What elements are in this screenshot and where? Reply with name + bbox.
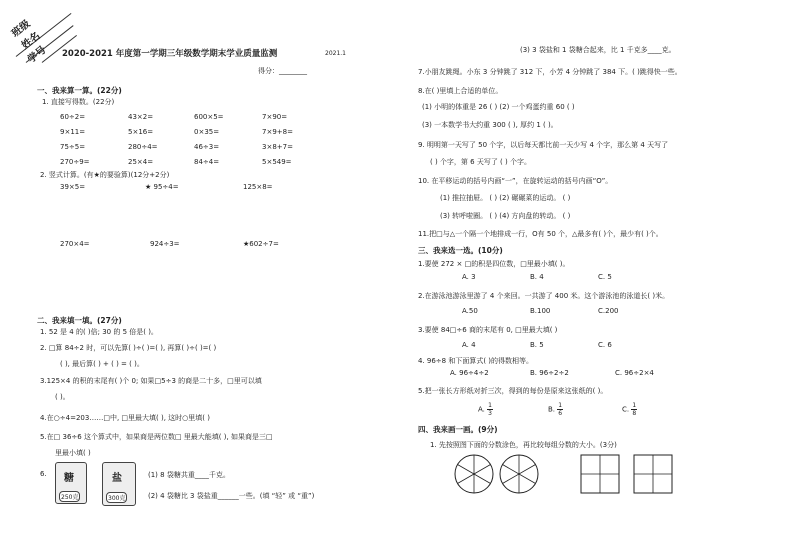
q8a: (1) 小明的体重是 26 ( ) (2) 一个鸡蛋约重 60 ( ) xyxy=(422,103,575,111)
fraction-one-sixth: $\frac{1}{6}$ xyxy=(558,402,563,417)
oral-r1c2: 0×35= xyxy=(194,128,220,136)
oral-r1c0: 9×11= xyxy=(60,128,86,136)
sugar-bag-weight: 250克 xyxy=(59,491,80,502)
square-quarters-icon-2 xyxy=(633,454,673,494)
section-1-heading: 一、我来算一算。(22分) xyxy=(37,86,122,95)
oral-r3c3: 5×549= xyxy=(262,158,292,166)
choice-2-c: C.200 xyxy=(598,307,619,315)
choice-5-c xyxy=(622,402,637,417)
fraction-one-eighth: $\frac{1}{8}$ xyxy=(632,402,637,417)
oral-r3c0: 270÷9= xyxy=(60,158,90,166)
pie-sixths-icon xyxy=(454,454,494,494)
s2-q6a: (1) 8 袋糖共重____千克。 xyxy=(148,471,230,479)
corner-name: 姓名 xyxy=(19,30,43,52)
choice-4-b: B. 96÷2÷2 xyxy=(530,369,569,377)
s2-q6-label: 6. xyxy=(40,470,47,478)
q9b: ( ) 个字，第 6 天写了 ( ) 个字。 xyxy=(430,158,531,166)
vertical-4: 270×4= xyxy=(60,240,90,248)
s2-q4: 4.在○÷4=203……□中, □里最大填( ), 这时○里填( ) xyxy=(40,414,210,422)
q11: 11.把□与△一个隔一个地排成一行，O有 50 个，△最多有( )个，最少有( )个。 xyxy=(418,230,663,238)
section-2-heading: 二、我来填一填。(27分) xyxy=(37,316,122,325)
s2-q2b: ( ), 最后算( ) + ( ) = ( )。 xyxy=(60,360,144,368)
sugar-bag-icon xyxy=(55,462,87,504)
vertical-5: 924÷3= xyxy=(150,240,180,248)
section-3-heading: 三、我来选一选。(10分) xyxy=(418,246,503,255)
score-line: 得分：________ xyxy=(258,67,307,75)
salt-bag-icon xyxy=(102,462,136,506)
oral-r0c0: 60÷2= xyxy=(60,113,86,121)
s2-q5b: 里最小填( ) xyxy=(55,449,91,457)
exam-year: 2021.1 xyxy=(325,50,346,57)
choice-3-a: A. 4 xyxy=(462,341,476,349)
s2-q2a: 2. □算 84÷2 时，可以先算( )÷( )=( ), 再算( )÷( )=( ) xyxy=(40,344,217,352)
sugar-bag-name: 糖 xyxy=(64,473,74,484)
s2-q3b: ( )。 xyxy=(55,393,70,401)
choice-5-b xyxy=(548,402,563,417)
choice-3-b: B. 5 xyxy=(530,341,544,349)
q9a: 9. 明明第一天写了 50 个字，以后每天都比前一天少写 4 个字，那么第 4 天写了 xyxy=(418,141,669,149)
s2-q6b: (2) 4 袋糖比 3 袋盐重______一些。(填 “轻” 或 “重”) xyxy=(148,492,315,500)
choice-4-a: A. 96÷4÷2 xyxy=(450,369,489,377)
oral-r2c0: 75÷5= xyxy=(60,143,86,151)
choice-5: 5.把一张长方形纸对折三次，得到的每份是原来这张纸的( )。 xyxy=(418,387,608,395)
q10b: (3) 转呼啦圈。 ( ) (4) 方向盘的转动。 ( ) xyxy=(440,212,571,220)
corner-class: 班级 xyxy=(9,18,33,40)
choice-1-c: C. 5 xyxy=(598,273,612,281)
section-4-heading: 四、我来画一画。(9分) xyxy=(418,425,498,434)
draw-1: 1. 先按照图下面的分数涂色，再比较每组分数的大小。(3分) xyxy=(430,441,617,449)
q8b: (3) 一本数学书大约重 300 ( ), 厚约 1 ( )。 xyxy=(422,121,558,129)
choice-1-a: A. 3 xyxy=(462,273,476,281)
corner-id: 学号 xyxy=(25,44,49,66)
oral-r1c3: 7×9+8= xyxy=(262,128,293,136)
oral-r0c2: 600×5= xyxy=(194,113,224,121)
vertical-2: ★ 95÷4= xyxy=(145,183,179,191)
s1-q2: 2. 竖式计算。(有★的要验算)(12分+2分) xyxy=(40,171,170,179)
choice-3-c: C. 6 xyxy=(598,341,612,349)
pie-sixths-icon-2 xyxy=(499,454,539,494)
square-quarters-icon xyxy=(580,454,620,494)
q7: 7.小朋友跳绳。小东 3 分钟跳了 312 下，小芳 4 分钟跳了 384 下。( )跳得快一些。 xyxy=(418,68,682,76)
oral-r1c1: 5×16= xyxy=(128,128,154,136)
oral-r2c2: 46÷3= xyxy=(194,143,220,151)
s1-q1: 1. 直接写得数。(22分) xyxy=(42,98,115,106)
fraction-one-third: $\frac{1}{3}$ xyxy=(488,402,492,417)
oral-r2c3: 3×8+7= xyxy=(262,143,293,151)
choice-5-a-label: A. xyxy=(478,405,485,414)
oral-r3c2: 84÷4= xyxy=(194,158,220,166)
vertical-1: 39×5= xyxy=(60,183,86,191)
s2-q3a: 3.125×4 的积的末尾有( )个 0; 如果□5÷3 的商是二十多，□里可以填 xyxy=(40,377,262,385)
salt-bag-name: 盐 xyxy=(112,473,122,484)
page-title: 2020-2021 年度第一学期三年级数学期末学业质量监测 xyxy=(62,49,278,59)
choice-5-c-label: C. xyxy=(622,405,630,414)
choice-4: 4. 96÷8 和下面算式( )的得数相等。 xyxy=(418,357,534,365)
q10a: (1) 推拉抽屉。 ( ) (2) 碾碾菜的运动。 ( ) xyxy=(440,194,571,202)
choice-5-a xyxy=(478,402,493,417)
salt-bag-weight: 300克 xyxy=(106,492,127,503)
choice-2-b: B.100 xyxy=(530,307,551,315)
s2-q1: 1. 52 是 4 的( )倍; 30 的 5 倍是( )。 xyxy=(40,328,158,336)
choice-5-b-label: B. xyxy=(548,405,556,414)
choice-4-c: C. 96÷2×4 xyxy=(615,369,654,377)
choice-2-a: A.50 xyxy=(462,307,478,315)
q10: 10. 在平移运动的括号内画“一”，在旋转运动的括号内画“O”。 xyxy=(418,177,613,185)
oral-r2c1: 280÷4= xyxy=(128,143,158,151)
q8: 8.在( )里填上合适的单位。 xyxy=(418,87,503,95)
vertical-3: 125×8= xyxy=(243,183,273,191)
oral-r0c1: 43×2= xyxy=(128,113,154,121)
choice-3: 3.要使 84□÷6 商的末尾有 0, □里最大填( ) xyxy=(418,326,558,334)
choice-1-b: B. 4 xyxy=(530,273,544,281)
choice-1: 1.要使 272 × □的积是四位数，□里最小填( )。 xyxy=(418,260,570,268)
s2-q5a: 5.在□ 36÷6 这个算式中，如果商是两位数□ 里最大能填( ), 如果商是三□ xyxy=(40,433,273,441)
oral-r3c1: 25×4= xyxy=(128,158,154,166)
s2-q6c: (3) 3 袋盐和 1 袋糖合起来，比 1 千克多____克。 xyxy=(520,46,676,54)
vertical-6: ★602÷7= xyxy=(243,240,279,248)
oral-r0c3: 7×90= xyxy=(262,113,288,121)
choice-2: 2.在游泳池游泳里游了 4 个来回。一共游了 400 米。这个游泳池的泳道长( )米。 xyxy=(418,292,670,300)
